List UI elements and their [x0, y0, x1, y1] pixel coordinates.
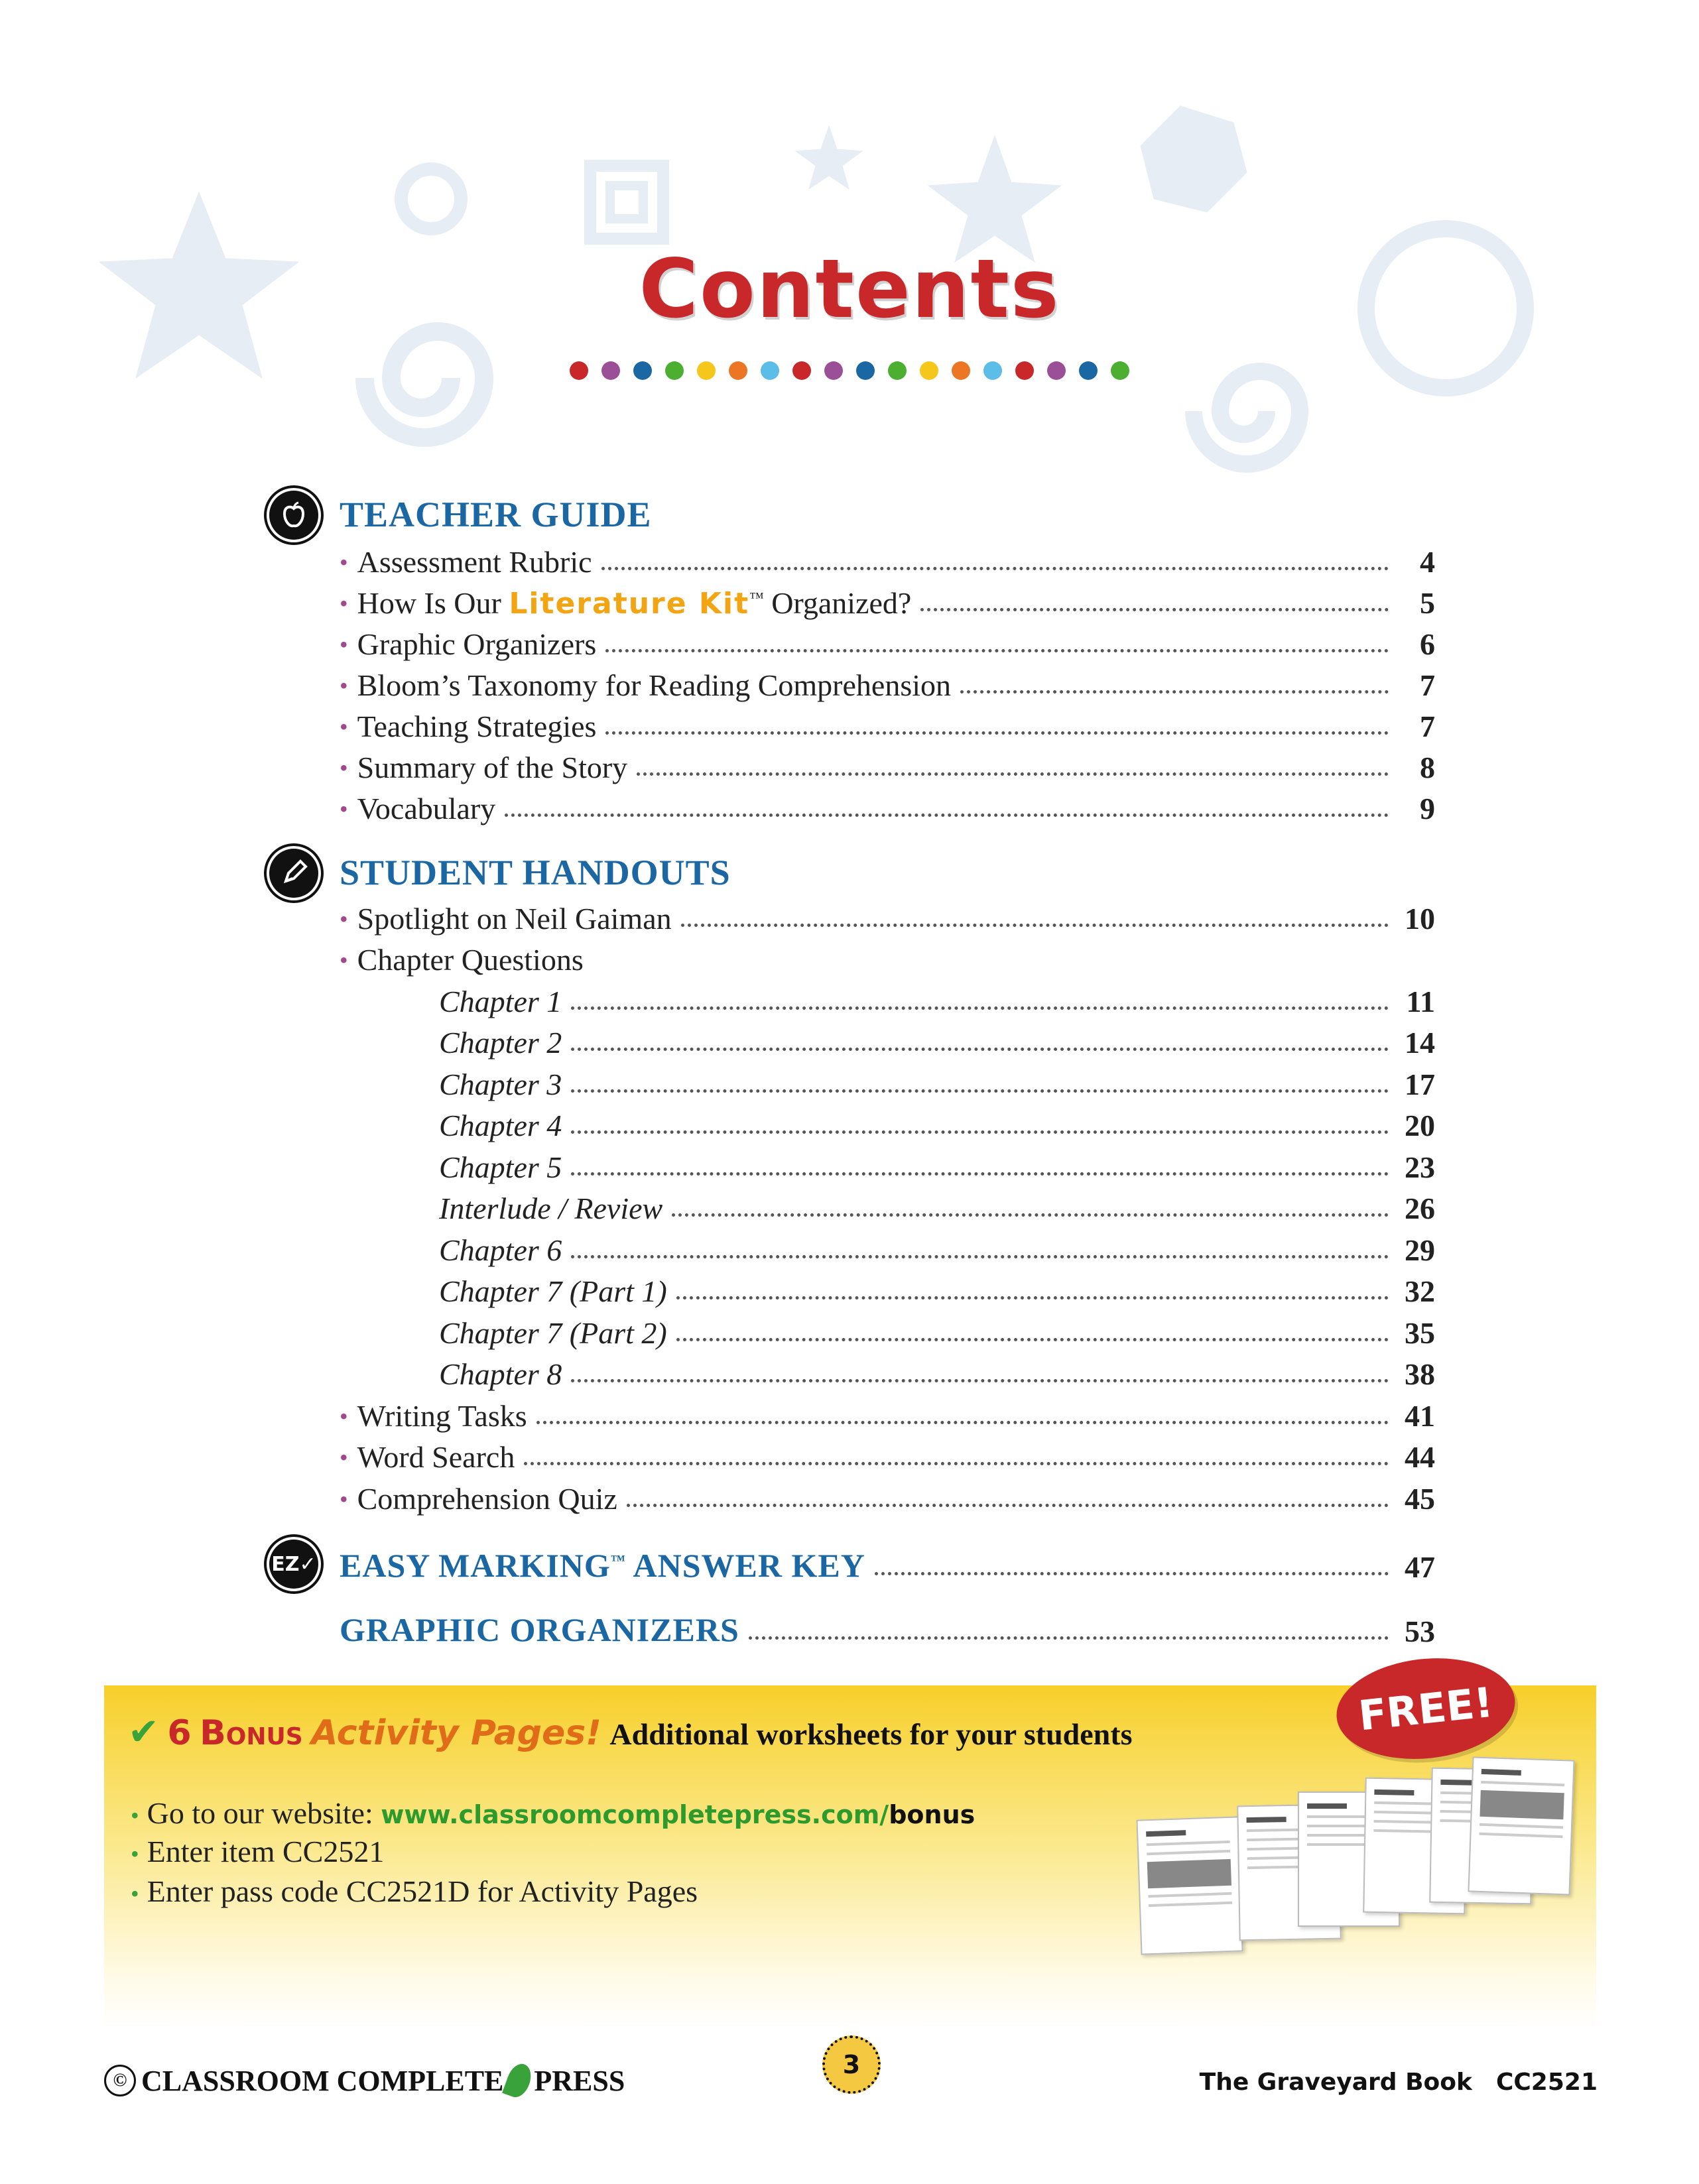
toc-page: 8	[1420, 751, 1435, 784]
teacher-guide-heading: TEACHER GUIDE	[340, 495, 652, 534]
ez-check-icon: EZ✓	[269, 1540, 318, 1589]
dot-leader	[681, 924, 1389, 927]
toc-page: 4	[1420, 545, 1435, 579]
dot-leader	[960, 690, 1389, 694]
bullet-icon: •	[340, 672, 348, 699]
page-title: Contents	[639, 242, 1060, 336]
bonus-passcode-line: • Enter pass code CC2521D for Activity Pages	[131, 1874, 698, 1908]
toc-page: 9	[1420, 792, 1435, 825]
toc-page: 6	[1420, 627, 1435, 661]
toc-page: 29	[1405, 1233, 1435, 1267]
dot-leader	[571, 1006, 1389, 1010]
toc-label: Interlude / Review	[439, 1191, 663, 1225]
dot-leader	[571, 1379, 1389, 1382]
dot-leader	[605, 649, 1389, 652]
dot-leader	[672, 1213, 1389, 1217]
dot-leader	[571, 1089, 1389, 1093]
bullet-icon: •	[340, 549, 348, 576]
bullet-icon: •	[340, 755, 348, 781]
product-code: CC2521	[1495, 2069, 1598, 2096]
toc-label: Chapter 1	[439, 985, 562, 1018]
dot-leader	[875, 1572, 1389, 1575]
color-dot	[824, 361, 843, 380]
toc-row[interactable]	[340, 538, 1435, 579]
color-dot	[920, 361, 938, 380]
toc-page: 26	[1405, 1191, 1435, 1225]
color-dot	[952, 361, 970, 380]
check-icon: ✔	[128, 1711, 159, 1754]
toc-label: Chapter 3	[439, 1067, 562, 1101]
toc-subrow[interactable]	[439, 1019, 1435, 1060]
color-dot	[1111, 361, 1129, 380]
decorative-dots	[0, 361, 1699, 381]
bonus-title: ✔ 6 Bonus Activity Pages! Additional worksheets for your students	[128, 1711, 1133, 1754]
color-dot	[633, 361, 652, 380]
hexagon-doodle	[1141, 106, 1247, 212]
toc-subrow[interactable]	[439, 1185, 1435, 1226]
footer-book-info	[1200, 2069, 1598, 2096]
toc-page: 7	[1420, 709, 1435, 743]
toc-subrow[interactable]	[439, 1061, 1435, 1102]
toc-subrow[interactable]	[439, 1144, 1435, 1185]
toc-row[interactable]	[340, 1433, 1435, 1475]
toc-label: Summary of the Story	[357, 751, 628, 784]
toc-row[interactable]	[340, 895, 1435, 936]
toc-page: 7	[1420, 668, 1435, 702]
color-dot	[665, 361, 684, 380]
dot-leader	[627, 1504, 1389, 1507]
bullet-icon: •	[340, 1444, 348, 1471]
bullet-icon: •	[340, 631, 348, 658]
toc-label: Assessment Rubric	[357, 545, 592, 579]
color-dot	[1047, 361, 1066, 380]
toc-page: 11	[1406, 985, 1435, 1018]
toc-row-answer-key[interactable]	[340, 1538, 1435, 1585]
toc-label: GRAPHIC ORGANIZERS	[340, 1611, 739, 1648]
toc-page: 53	[1405, 1614, 1435, 1648]
sunburst-doodle	[401, 169, 461, 229]
toc-label: Vocabulary	[357, 792, 496, 825]
toc-page: 14	[1405, 1026, 1435, 1060]
pencil-icon	[269, 849, 318, 898]
toc-row[interactable]	[340, 744, 1435, 785]
color-dot	[697, 361, 716, 380]
toc-subrow[interactable]	[439, 1102, 1435, 1143]
bullet-icon: •	[340, 906, 348, 932]
student-handouts-heading: STUDENT HANDOUTS	[340, 853, 731, 892]
worksheet-thumbnail	[1136, 1816, 1243, 1955]
toc-page: 47	[1405, 1550, 1435, 1584]
color-dot	[1015, 361, 1034, 380]
toc-row-graphic-organizers[interactable]	[340, 1603, 1435, 1649]
dot-leader	[605, 731, 1389, 735]
spiral-doodle	[365, 332, 484, 438]
toc-page: 44	[1405, 1440, 1435, 1474]
toc-row[interactable]	[340, 936, 1435, 977]
toc-label: Chapter 5	[439, 1150, 562, 1184]
bullet-icon: •	[340, 1403, 348, 1429]
color-dot	[888, 361, 907, 380]
toc-label: Chapter 8	[439, 1357, 562, 1391]
toc-label: How Is Our Literature Kit™ Organized?	[357, 586, 912, 621]
toc-label: Chapter 7 (Part 2)	[439, 1316, 667, 1350]
toc-label: Chapter 6	[439, 1233, 562, 1267]
toc-row[interactable]	[340, 662, 1435, 703]
dot-leader	[571, 1255, 1389, 1258]
toc-page: 38	[1405, 1357, 1435, 1391]
toc-page: 35	[1405, 1316, 1435, 1350]
toc-page: 32	[1405, 1274, 1435, 1308]
color-dot	[601, 361, 620, 380]
toc-label: Chapter Questions	[357, 943, 584, 977]
free-badge: FREE!	[1332, 1650, 1520, 1767]
color-dot	[983, 361, 1002, 380]
bonus-item-line: • Enter item CC2521	[131, 1835, 385, 1868]
dot-leader	[637, 772, 1389, 776]
toc-subrow[interactable]	[439, 1309, 1435, 1351]
toc-subrow[interactable]	[439, 978, 1435, 1019]
dot-leader	[505, 814, 1389, 817]
bonus-url-link[interactable]: www.classroomcompletepress.com/bonus	[381, 1800, 975, 1829]
copyright-icon: ©	[104, 2065, 136, 2096]
square-doodle-inner	[610, 186, 643, 219]
toc-page: 41	[1405, 1399, 1435, 1433]
dot-leader	[749, 1636, 1389, 1640]
color-dot	[856, 361, 875, 380]
square-doodle	[590, 166, 663, 239]
dot-leader	[676, 1296, 1389, 1300]
toc-label: Chapter 2	[439, 1026, 562, 1060]
literature-kit-brand: Literature Kit	[509, 587, 750, 621]
dot-leader	[536, 1421, 1389, 1424]
toc-row[interactable]	[340, 703, 1435, 744]
color-dot	[729, 361, 747, 380]
toc-row[interactable]	[340, 1392, 1435, 1433]
toc-label: Teaching Strategies	[357, 709, 597, 743]
bullet-icon: •	[340, 947, 348, 973]
toc-page: 5	[1420, 586, 1435, 620]
dot-leader	[601, 567, 1389, 570]
dot-leader	[571, 1130, 1389, 1134]
dot-leader	[920, 608, 1389, 611]
worksheet-thumbnails	[1139, 1758, 1570, 2010]
bullet-icon: •	[340, 796, 348, 822]
toc-row[interactable]	[340, 1475, 1435, 1516]
toc-label: Writing Tasks	[357, 1399, 527, 1433]
dot-leader	[524, 1462, 1389, 1465]
toc-label: Comprehension Quiz	[357, 1482, 617, 1516]
toc-subrow[interactable]	[439, 1227, 1435, 1268]
bonus-website-line: • Go to our website: www.classroomcompletepress.com/bonus	[131, 1796, 975, 1830]
toc-page: 20	[1405, 1109, 1435, 1142]
dot-leader	[676, 1338, 1389, 1341]
toc-page: 45	[1405, 1482, 1435, 1516]
bullet-icon: •	[340, 590, 348, 617]
worksheet-thumbnail	[1468, 1756, 1574, 1895]
page-number: 3	[822, 2035, 881, 2094]
toc-row[interactable]	[340, 785, 1435, 826]
color-dot	[1079, 361, 1098, 380]
bonus-subtitle: Additional worksheets for your students	[609, 1717, 1133, 1751]
color-dot	[761, 361, 779, 380]
star-doodle-small	[796, 126, 862, 189]
toc-label: Word Search	[357, 1440, 515, 1474]
toc-label: Spotlight on Neil Gaiman	[357, 902, 672, 936]
toc-page: 10	[1405, 902, 1435, 936]
dot-leader	[571, 1048, 1389, 1051]
toc-row[interactable]	[340, 621, 1435, 662]
toc-subrow[interactable]	[439, 1351, 1435, 1392]
bonus-panel	[104, 1677, 1596, 2030]
toc-label: Chapter 7 (Part 1)	[439, 1274, 667, 1308]
toc-page: 23	[1405, 1150, 1435, 1184]
toc-label: EASY MARKING™ ANSWER KEY	[340, 1547, 865, 1584]
apple-icon	[269, 491, 318, 540]
bullet-icon: •	[340, 713, 348, 740]
toc-row[interactable]	[340, 579, 1435, 621]
dot-leader	[571, 1172, 1389, 1176]
toc-label: Chapter 4	[439, 1109, 562, 1142]
bullet-icon: •	[340, 1486, 348, 1512]
toc-label: Bloom’s Taxonomy for Reading Comprehension	[357, 668, 952, 702]
toc-label: Graphic Organizers	[357, 627, 597, 661]
book-title: The Graveyard Book	[1199, 2069, 1472, 2096]
toc-page: 17	[1405, 1067, 1435, 1101]
color-dot	[792, 361, 811, 380]
color-dot	[570, 361, 588, 380]
toc-subrow[interactable]	[439, 1268, 1435, 1309]
publisher-logo: © CLASSROOM COMPLETE PRESS	[104, 2063, 625, 2098]
spiral-doodle-2	[1194, 371, 1300, 464]
leaf-icon	[503, 2061, 536, 2100]
